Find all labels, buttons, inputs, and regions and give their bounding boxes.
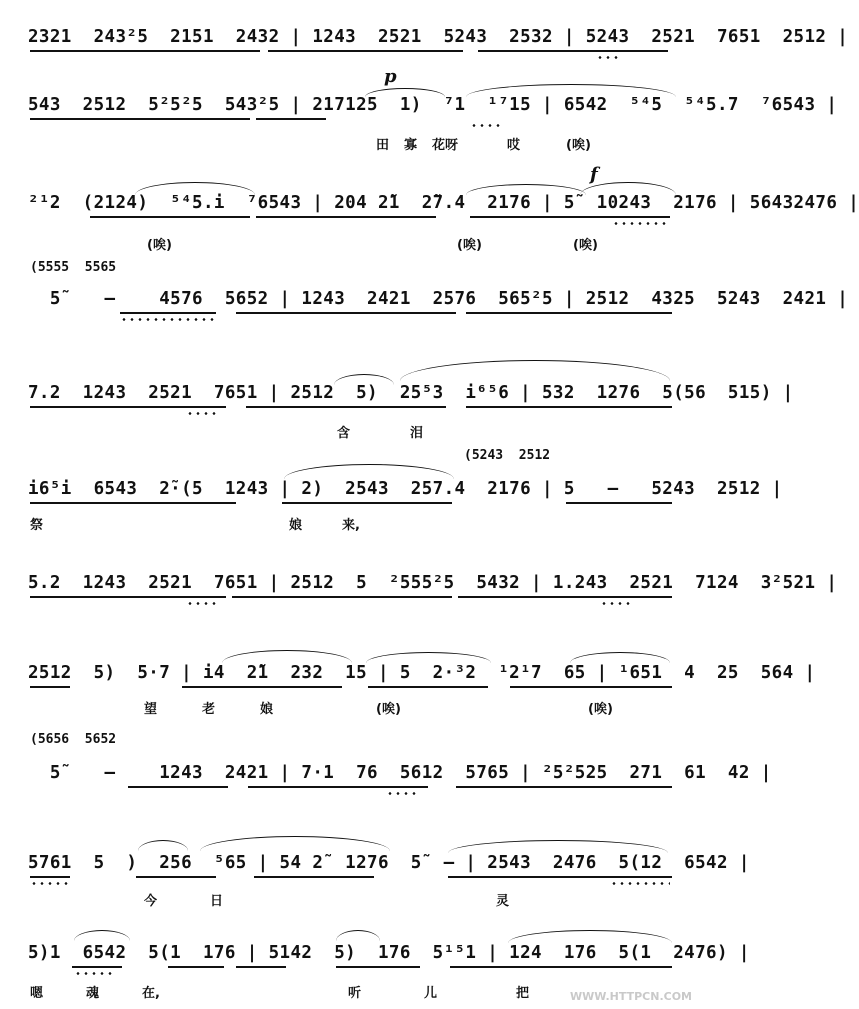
lyric: 望 xyxy=(144,702,158,717)
dynamic-mark: f xyxy=(590,164,598,185)
lower-octave-dots xyxy=(612,222,668,225)
underline xyxy=(120,312,216,314)
phrase-slur xyxy=(570,652,670,663)
phrase-slur xyxy=(336,930,380,941)
underline xyxy=(458,596,672,598)
lyric: (唉) xyxy=(457,238,482,253)
underline xyxy=(566,502,672,504)
lyric: 娘 xyxy=(260,702,274,717)
phrase-slur xyxy=(366,652,491,663)
underline xyxy=(268,50,463,52)
underline xyxy=(254,876,374,878)
underline xyxy=(282,502,452,504)
underline xyxy=(510,686,672,688)
notation-line-2: 543 2512 5²5²5 543²5 | 217125 1) ⁷1 ¹⁷15 | 6542 ⁵⁴5 ⁵⁴5.7 ⁷6543 | xyxy=(28,95,838,115)
underline xyxy=(478,50,668,52)
phrase-slur xyxy=(74,930,130,941)
lyric: 娘 xyxy=(289,518,303,533)
lyrics-line-6 xyxy=(0,514,700,536)
underline xyxy=(30,502,236,504)
lyric: 灵 xyxy=(496,894,510,909)
lower-octave-dots xyxy=(186,602,216,605)
phrase-slur xyxy=(200,836,390,851)
underline xyxy=(72,966,122,968)
lyric: 寡 xyxy=(404,138,418,153)
underline xyxy=(128,786,228,788)
notation-line-9: 5̃ — 1243 2421 | 7·1 76 5612 5765 | ²5²525 271 61 42 | xyxy=(28,763,772,783)
underline xyxy=(232,596,452,598)
underline xyxy=(456,786,672,788)
grace-notes-above: (5656 5652 xyxy=(30,732,117,747)
lyrics-line-3 xyxy=(0,234,700,256)
underline xyxy=(30,406,226,408)
phrase-slur xyxy=(508,930,672,943)
underline xyxy=(30,596,226,598)
watermark: WWW.HTTPCN.COM xyxy=(569,990,692,1003)
notation-line-3: ²¹2 (2124) ⁵⁴5.i ⁷6543 | 204 2̃1 2̃7.4 2176 | 5̃ 10243 2176 | 56432476 | xyxy=(28,193,859,213)
lyric: 把 xyxy=(516,986,530,1001)
underline xyxy=(168,966,224,968)
underline xyxy=(30,118,250,120)
lyric: 含 xyxy=(337,426,351,441)
phrase-slur xyxy=(400,360,670,381)
lyric: 祭 xyxy=(30,518,44,533)
underline xyxy=(450,966,672,968)
phrase-slur xyxy=(334,374,394,385)
lyric: 田 xyxy=(376,138,390,153)
lyric: 日 xyxy=(210,894,224,909)
phrase-slur xyxy=(466,84,676,97)
notation-line-4: 5̃ — 4576 5652 | 1243 2421 2576 565²5 | 2512 4325 5243 2421 | xyxy=(28,289,849,309)
lyric: 老 xyxy=(202,702,216,717)
underline xyxy=(336,966,420,968)
notation-line-7: 5.2 1243 2521 7651 | 2512 5 ²555²5 5432 | 1.243 2521 7124 3²521 | xyxy=(28,573,838,593)
underline xyxy=(466,406,672,408)
notation-line-11: 5)1 6542 5(1 176 | 5142 5) 176 5¹⁵1 | 124 176 5(1 2476) | xyxy=(28,943,750,963)
lyric: 泪 xyxy=(410,426,424,441)
underline xyxy=(470,216,670,218)
underline xyxy=(30,686,70,688)
lower-octave-dots xyxy=(30,882,70,885)
phrase-slur xyxy=(284,464,454,479)
phrase-slur xyxy=(466,184,586,195)
underline xyxy=(448,876,672,878)
lower-octave-dots xyxy=(186,412,216,415)
dynamic-mark: p xyxy=(384,66,397,87)
lyrics-line-8 xyxy=(0,698,700,720)
notation-line-6: i6⁵i 6543 2̃·(5 1243 | 2) 2543 257.4 2176 | 5 — 5243 2512 | xyxy=(28,479,783,499)
lyric: (唉) xyxy=(573,238,598,253)
phrase-slur xyxy=(138,840,188,851)
lower-octave-dots xyxy=(74,972,114,975)
lyric: 哎 xyxy=(507,138,521,153)
underline xyxy=(90,216,250,218)
lyric: 魂 xyxy=(86,986,100,1001)
lyrics-line-10 xyxy=(0,890,700,912)
lower-octave-dots xyxy=(600,602,630,605)
phrase-slur xyxy=(448,840,668,853)
lyrics-line-5 xyxy=(0,422,700,444)
lyric: (唉) xyxy=(588,702,613,717)
underline xyxy=(246,406,446,408)
lyric: 花呀 xyxy=(432,138,459,153)
underline xyxy=(256,118,326,120)
lyric: (唉) xyxy=(147,238,172,253)
notation-line-8: 2512 5) 5·7 | i4 2̃1 232 15 | 5 2·³2 ¹2¹7 65 | ¹651 4 25 564 | xyxy=(28,663,816,683)
lyric: (唉) xyxy=(566,138,591,153)
notation-line-1: 2321 243²5 2151 2432 | 1243 2521 5243 2532 | 5243 2521 7651 2512 | xyxy=(28,27,849,47)
lyric: 嗯 xyxy=(30,986,44,1001)
underline xyxy=(248,786,428,788)
underline xyxy=(182,686,342,688)
underline xyxy=(30,50,260,52)
underline xyxy=(236,966,286,968)
lyric: (唉) xyxy=(376,702,401,717)
phrase-slur xyxy=(135,182,255,195)
phrase-slur xyxy=(222,650,352,663)
underline xyxy=(30,876,70,878)
lyric: 儿 xyxy=(424,986,438,1001)
underline xyxy=(466,312,672,314)
lower-octave-dots xyxy=(596,56,620,59)
underline xyxy=(236,312,456,314)
underline xyxy=(136,876,216,878)
lyrics-line-2 xyxy=(0,134,700,156)
notation-line-5: 7.2 1243 2521 7651 | 2512 5) 25⁵3 i⁶⁵6 | 532 1276 5(56 515) | xyxy=(28,383,794,403)
grace-notes-above: (5555 5565 xyxy=(30,260,117,275)
lyric: 今 xyxy=(144,894,158,909)
lower-octave-dots xyxy=(610,882,670,885)
lower-octave-dots xyxy=(470,124,502,127)
grace-notes-above: (5243 2512 xyxy=(464,448,551,463)
lower-octave-dots xyxy=(386,792,416,795)
lower-octave-dots xyxy=(120,318,216,321)
lyric: 来, xyxy=(342,518,360,533)
lyric: 听 xyxy=(348,986,362,1001)
notation-line-10: 5761 5 ) 256 ⁵65 | 54 2̃ 1276 5̃ — | 2543 2476 5(12 6542 | xyxy=(28,853,750,873)
underline xyxy=(256,216,436,218)
lyric: 在, xyxy=(142,986,160,1001)
underline xyxy=(368,686,488,688)
